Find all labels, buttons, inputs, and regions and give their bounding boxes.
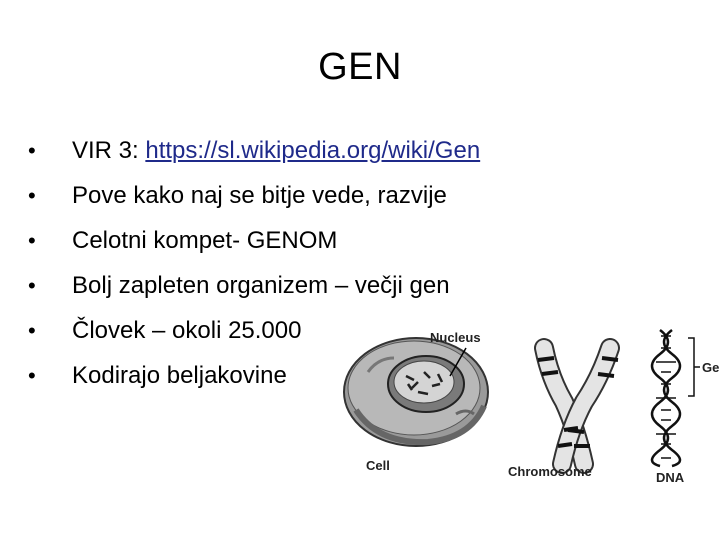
bullet-item: [28, 222, 480, 267]
bullet-text: Človek – okoli 25.000: [72, 317, 302, 344]
bullet-item: [28, 132, 480, 177]
bullet-text: Celotni kompet- GENOM: [72, 227, 338, 254]
bullet-icon: •: [28, 138, 36, 163]
bullet-icon: •: [28, 228, 36, 253]
bullet-item: [28, 267, 480, 312]
gene-label: Ge: [702, 360, 720, 375]
cell-illustration: [344, 338, 488, 446]
nucleus-label: Nucleus: [430, 330, 481, 345]
bullet-text: Kodirajo beljakovine: [72, 362, 287, 389]
bullet-item: [28, 177, 480, 222]
wikipedia-link[interactable]: https://sl.wikipedia.org/wiki/Gen: [145, 137, 481, 164]
chromosome-illustration: [538, 348, 618, 464]
bullet-prefix: VIR 3:: [72, 137, 146, 164]
bullet-icon: •: [28, 363, 36, 388]
dna-label: DNA: [656, 470, 685, 485]
cell-dna-diagram: [338, 318, 720, 490]
bullet-text: Pove kako naj se bitje vede, razvije: [72, 182, 447, 209]
bullet-text: Bolj zapleten organizem – večji gen: [72, 272, 450, 299]
bullet-icon: •: [28, 318, 36, 343]
dna-helix-illustration: [652, 330, 700, 466]
slide-title: GEN: [318, 46, 402, 88]
chromosome-label: Chromosome: [508, 464, 592, 479]
bullet-icon: •: [28, 183, 36, 208]
cell-label: Cell: [366, 458, 390, 473]
diagram-svg: [338, 318, 720, 490]
bullet-icon: •: [28, 273, 36, 298]
